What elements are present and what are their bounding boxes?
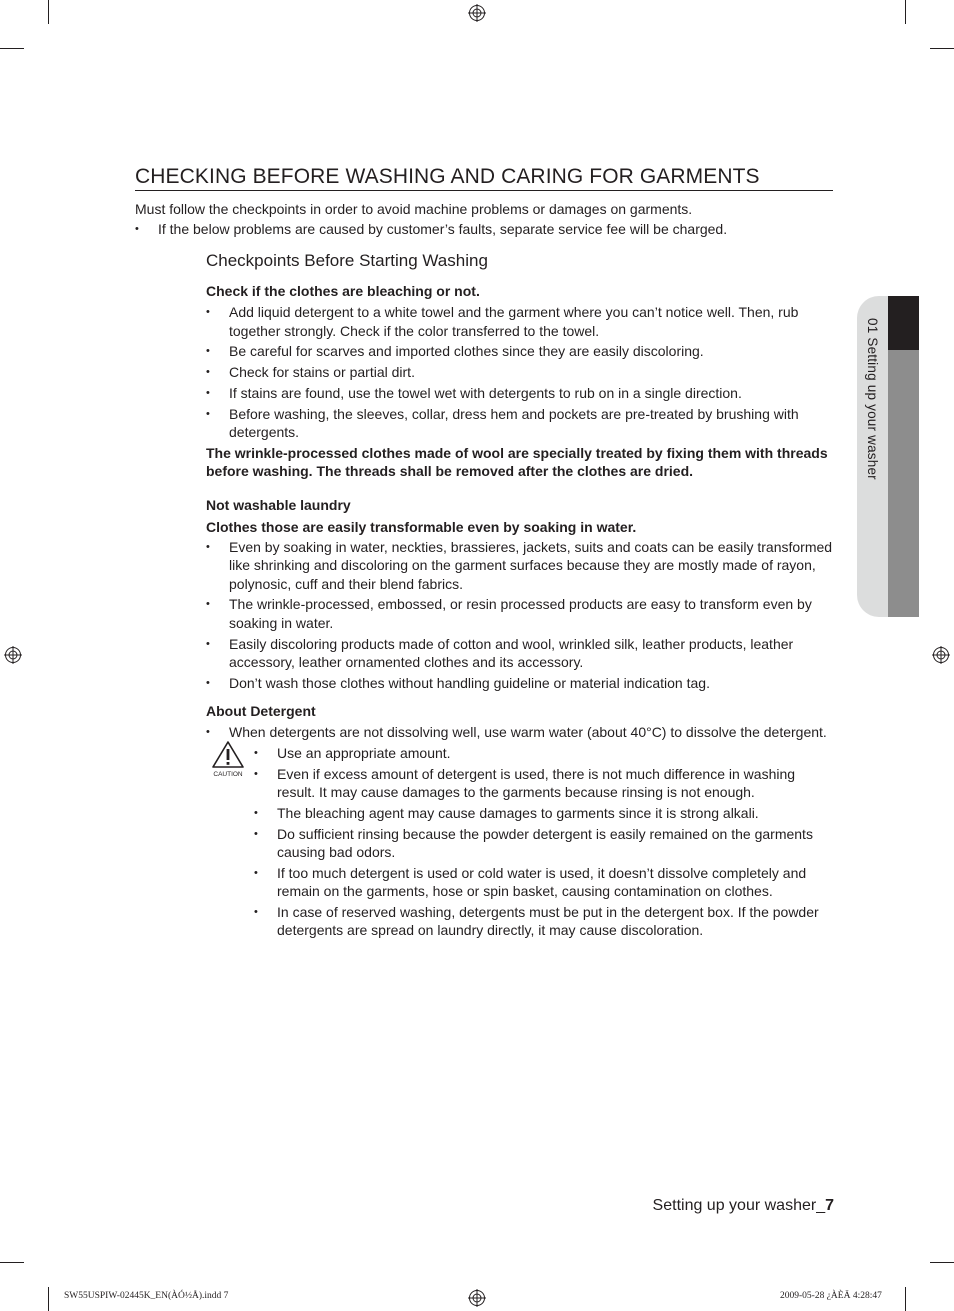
check-list <box>206 303 834 441</box>
registration-mark-icon <box>468 4 486 22</box>
intro-bullet: • If the below problems are caused by customer’s faults, separate service fee will be charged. <box>135 219 835 239</box>
chapter-tab-bar <box>888 350 919 617</box>
detergent-list <box>206 723 834 741</box>
checkpoints-section <box>206 250 834 942</box>
intro-block <box>135 199 835 242</box>
crop-mark <box>930 1262 954 1263</box>
chapter-tab-label: 01 Setting up your washer <box>865 318 880 480</box>
list-item: • Use an appropriate amount. <box>254 744 834 762</box>
registration-mark-icon <box>4 646 22 664</box>
list-item: • Be careful for scarves and imported clothes since they are easily discoloring. <box>206 342 834 360</box>
list-item: • Easily discoloring products made of cotton and wool, wrinkled silk, leather products, leather accessory, leather ornamented clothes and its accessory. <box>206 635 834 672</box>
page-footer <box>653 1197 834 1215</box>
registration-mark-icon <box>932 646 950 664</box>
crop-mark <box>48 0 49 24</box>
not-washable-subheading: Clothes those are easily transformable even by soaking in water. <box>206 518 637 535</box>
list-item: • The wrinkle-processed, embossed, or resin processed products are easy to transform even by soaking in water. <box>206 595 834 632</box>
chapter-tab-marker <box>888 296 919 350</box>
list-item: • In case of reserved washing, detergents must be put in the detergent box. If the powder detergents are spread on laundry directly, it may cause discoloration. <box>254 903 834 940</box>
list-item: • Even if excess amount of detergent is used, there is not much difference in washing result. It may cause damages to the garments because rinsing is not enough. <box>254 765 834 802</box>
page-number: 7 <box>825 1197 834 1214</box>
list-item: • Even by soaking in water, neckties, brassieres, jackets, suits and coats can be easily transformed like shrinking and discoloring on the garment surfaces because they are mostly made of rayon, polynosic, cuff and their blend fabrics. <box>206 538 834 593</box>
caution-block <box>206 744 834 939</box>
caution-icon <box>210 740 246 778</box>
crop-mark <box>905 1287 906 1311</box>
crop-mark <box>0 1262 24 1263</box>
not-washable-heading <box>206 496 834 514</box>
list-item: • If stains are found, use the towel wet with detergents to rub on in a single direction. <box>206 384 834 402</box>
detergent-heading: About Detergent <box>206 702 316 719</box>
slug-filename: SW55USPIW-02445K_EN(ÀÓ½Å).indd 7 <box>64 1291 229 1301</box>
list-item: • Add liquid detergent to a white towel and the garment where you can’t notice well. Then, rub together strongly. Check if the color transferred to the towel. <box>206 303 834 340</box>
wool-note: The wrinkle-processed clothes made of wool are specially treated by fixing them with threads before washing. The threads shall be removed after the clothes are dried. <box>206 444 828 480</box>
list-item: • Before washing, the sleeves, collar, dress hem and pockets are pre-treated by brushing with detergents. <box>206 405 834 442</box>
intro-text: Must follow the checkpoints in order to avoid machine problems or damages on garments. <box>135 201 693 217</box>
crop-mark <box>930 48 954 49</box>
footer-section-label: Setting up your washer_ <box>652 1197 826 1214</box>
caution-list <box>254 744 834 939</box>
caution-label: CAUTION <box>213 771 243 779</box>
crop-mark <box>905 0 906 24</box>
check-heading: Check if the clothes are bleaching or not. <box>206 283 480 299</box>
intro-list <box>135 219 835 239</box>
section-subheading: Checkpoints Before Starting Washing <box>206 251 488 270</box>
list-item: • When detergents are not dissolving well, use warm water (about 40°C) to dissolve the detergent. <box>206 723 834 741</box>
list-item: • Don’t wash those clothes without handling guideline or material indication tag. <box>206 674 834 692</box>
crop-mark <box>48 1287 49 1311</box>
list-item: • The bleaching agent may cause damages to garments since it is strong alkali. <box>254 804 834 822</box>
crop-mark <box>0 48 24 49</box>
list-item: • Do sufficient rinsing because the powder detergent is easily remained on the garments causing bad odors. <box>254 825 834 862</box>
list-item: • If too much detergent is used or cold water is used, it doesn’t dissolve completely and remain on the garments, hose or spin basket, causing contamination on clothes. <box>254 864 834 901</box>
not-washable-heading-text: Not washable laundry <box>206 497 351 514</box>
registration-mark-icon <box>468 1289 486 1307</box>
list-item: • Check for stains or partial dirt. <box>206 363 834 381</box>
slug-date: 2009-05-28 ¿ÀÈÄ 4:28:47 <box>780 1291 882 1301</box>
page-title: CHECKING BEFORE WASHING AND CARING FOR GARMENTS <box>135 164 833 191</box>
not-washable-list <box>206 538 834 692</box>
